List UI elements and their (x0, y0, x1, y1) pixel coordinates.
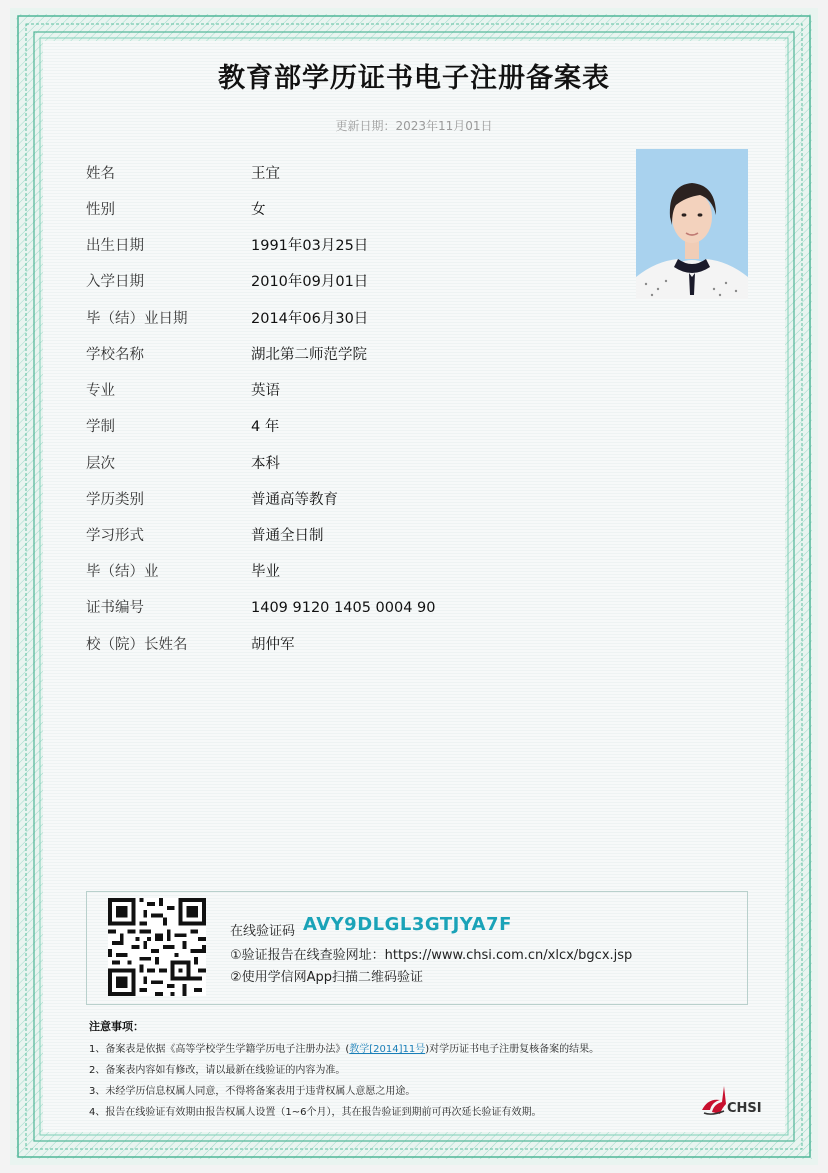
field-value: 普通全日制 (251, 528, 324, 544)
verification-url-line[interactable]: ①验证报告在线查验网址：https://www.chsi.com.cn/xlcx/bgcx.jsp (230, 948, 633, 963)
note-item-4: 4、报告在线验证有效期由报告权属人设置（1~6个月），其在报告验证到期前可再次延长验证有效期。 (89, 1107, 542, 1118)
field-value: 毕业 (251, 564, 280, 580)
chsi-logo-text: CHSI (727, 1101, 762, 1116)
field-value: 女 (251, 202, 266, 218)
field-label: 层次 (86, 456, 115, 472)
field-value: 胡仲军 (251, 637, 295, 653)
update-date: 更新日期：2023年11月01日 (335, 119, 493, 133)
regulation-link[interactable]: 教学[2014]11号 (349, 1044, 426, 1055)
field-label: 学习形式 (86, 528, 144, 544)
field-label: 毕（结）业 (86, 564, 159, 580)
field-value: 王宜 (251, 166, 280, 182)
verification-app-line: ②使用学信网App扫描二维码验证 (230, 970, 424, 985)
field-label: 性别 (86, 202, 115, 218)
student-photo (636, 149, 748, 299)
verification-code-label: 在线验证码 (230, 924, 296, 939)
field-value: 湖北第二师范学院 (251, 347, 367, 363)
field-label: 毕（结）业日期 (86, 311, 188, 327)
field-label: 学校名称 (86, 347, 144, 363)
field-value: 1991年03月25日 (251, 238, 369, 254)
field-label: 证书编号 (86, 600, 144, 616)
note-item-3: 3、未经学历信息权属人同意，不得将备案表用于违背权属人意愿之用途。 (89, 1086, 416, 1097)
field-label: 入学日期 (86, 274, 144, 290)
verification-code: AVY9DLGL3GTJYA7F (303, 914, 512, 935)
field-value: 2014年06月30日 (251, 311, 369, 327)
note-item-2: 2、备案表内容如有修改，请以最新在线验证的内容为准。 (89, 1065, 346, 1076)
qr-code-icon[interactable] (108, 898, 206, 996)
field-value: 2010年09月01日 (251, 274, 369, 290)
note-text: 1、备案表是依据《高等学校学生学籍学历电子注册办法》( (89, 1044, 350, 1055)
field-value: 普通高等教育 (251, 492, 338, 508)
field-label: 学制 (86, 419, 115, 435)
field-label: 专业 (86, 383, 115, 399)
field-value: 本科 (251, 456, 280, 472)
field-label: 学历类别 (86, 492, 144, 508)
field-label: 姓名 (86, 166, 115, 182)
field-value: 4 年 (251, 419, 280, 435)
notes-title: 注意事项： (89, 1020, 144, 1033)
document-title: 教育部学历证书电子注册备案表 (218, 63, 610, 94)
field-label: 出生日期 (86, 238, 144, 254)
field-value: 英语 (251, 383, 280, 399)
note-text: )对学历证书电子注册复核备案的结果。 (425, 1044, 600, 1055)
field-label: 校（院）长姓名 (86, 637, 188, 653)
field-value: 1409 9120 1405 0004 90 (251, 600, 436, 616)
note-item-1 (89, 1040, 599, 1055)
